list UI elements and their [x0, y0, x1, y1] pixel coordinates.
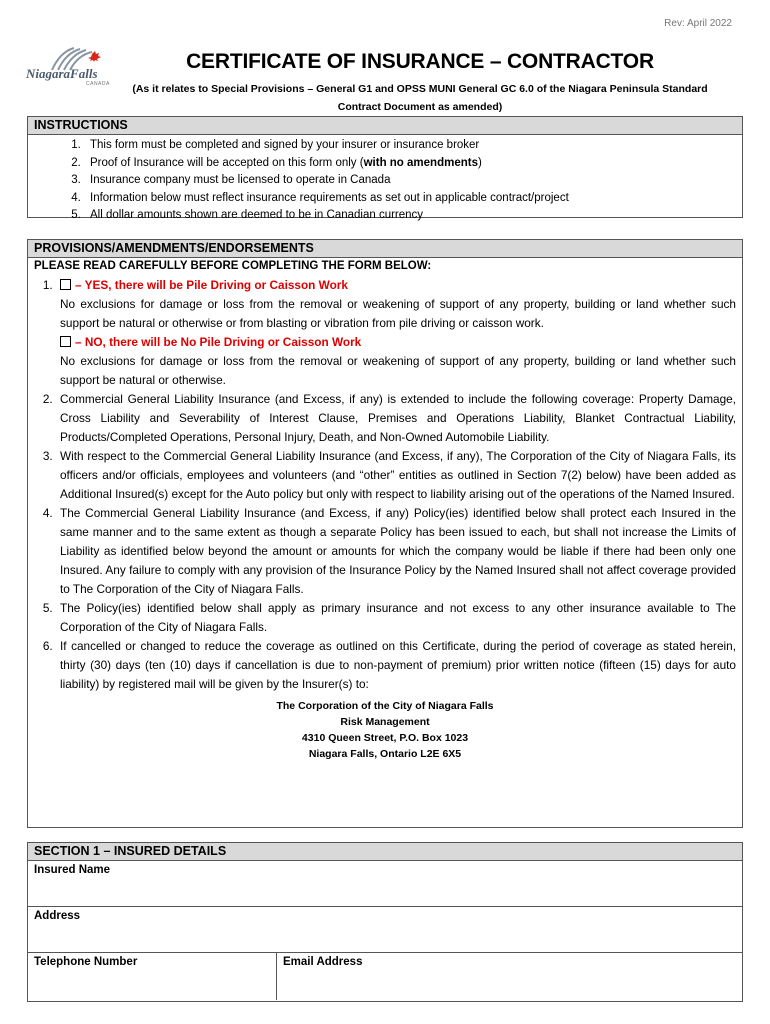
- notice-address: [28, 698, 742, 762]
- revision-date: Rev: April 2022: [664, 18, 732, 29]
- provisions-subheading: PLEASE READ CAREFULLY BEFORE COMPLETING THE FORM BELOW:: [34, 260, 432, 272]
- logo-wordmark: NiagaraFalls: [26, 66, 98, 81]
- provision-item-6: 6. If cancelled or changed to reduce the coverage as outlined on this Certificate, during the period of coverage as stated herein, thirty (30) days (ten (10) days if cancellation is due to non-payment of premium) prior written notice (fifteen (15) days for auto liability) by registered mail will be given by the Insurer(s) to:: [56, 637, 736, 694]
- instructions-box: [27, 116, 743, 221]
- insured-name-field[interactable]: [28, 861, 742, 907]
- provision-item-5: 5. The Policy(ies) identified below shall apply as primary insurance and not excess to any other insurance available to The Corporation of the City of Niagara Falls.: [56, 599, 736, 637]
- instruction-item: 2. Proof of Insurance will be accepted on this form only (with no amendments): [84, 155, 742, 173]
- section1-insured-details: [27, 842, 743, 1002]
- instruction-emphasis: with no amendments: [363, 156, 478, 169]
- logo-subtext: CANADA: [86, 81, 110, 87]
- telephone-field[interactable]: [28, 953, 277, 1000]
- address-line: Risk Management: [340, 716, 430, 728]
- provisions-box: [27, 239, 743, 828]
- telephone-label: Telephone Number: [34, 956, 138, 968]
- provisions-list: [28, 276, 742, 694]
- email-field[interactable]: [277, 953, 742, 1000]
- address-label: Address: [34, 910, 81, 922]
- page-title: CERTIFICATE OF INSURANCE – CONTRACTOR: [186, 50, 654, 73]
- provisions-heading: PROVISIONS/AMENDMENTS/ENDORSEMENTS: [28, 240, 742, 258]
- instruction-item: 1. This form must be completed and signed by your insurer or insurance broker: [84, 137, 742, 155]
- provision-item-1: [56, 276, 736, 390]
- provision-item-4: 4. The Commercial General Liability Insurance (and Excess, if any) Policy(ies) identified below shall protect each Insured in the same manner and to the same extent as though a separate Policy has been issued to each, but shall not increase the Limits of Liability as identified below beyond the amount or amounts for which the company would be liable if there had been only one Insured. Any failure to comply with any provision of the Insurance Policy by the Named Insured shall not affect coverage provided to The Corporation of the City of Niagara Falls.: [56, 504, 736, 599]
- contact-row: [28, 953, 742, 1000]
- pile-driving-no-checkbox[interactable]: [60, 336, 71, 347]
- address-field[interactable]: [28, 907, 742, 953]
- niagara-falls-logo: [26, 44, 114, 92]
- insured-name-label: Insured Name: [34, 864, 111, 876]
- instructions-list: [28, 137, 742, 225]
- pile-driving-yes-checkbox[interactable]: [60, 279, 71, 290]
- email-label: Email Address: [283, 956, 363, 968]
- pile-driving-no-text: No exclusions for damage or loss from the removal or weakening of support of any property, building or land whether such support be natural or otherwise.: [60, 354, 736, 387]
- address-line: Niagara Falls, Ontario L2E 6X5: [308, 748, 462, 760]
- page-subtitle: (As it relates to Special Provisions – General G1 and OPSS MUNI General GC 6.0 of the Niagara Peninsula Standard Contract Document as amended): [132, 83, 708, 113]
- instruction-item: 3. Insurance company must be licensed to operate in Canada: [84, 172, 742, 190]
- provision-item-2: 2. Commercial General Liability Insurance (and Excess, if any) is extended to include the following coverage: Property Damage, Cross Liability and Severability of Interest Clause, Premises and Operations Liability, Blanket Contractual Liability, Products/Completed Operations, Personal Injury, Death, and Non-Owned Automobile Liability.: [56, 390, 736, 447]
- instruction-item: 4. Information below must reflect insurance requirements as set out in applicable contract/project: [84, 190, 742, 208]
- provision-item-3: 3. With respect to the Commercial General Liability Insurance (and Excess, if any), The Corporation of the City of Niagara Falls, its officers and/or officials, employees and volunteers (and “other” entities as outlined in Section 7(2) below) have been added as Additional Insured(s) except for the Auto policy but only with respect to liability arising out of the operations of the Named Insured.: [56, 447, 736, 504]
- address-line: 4310 Queen Street, P.O. Box 1023: [301, 732, 469, 744]
- pile-driving-yes-text: No exclusions for damage or loss from the removal or weakening of support of any property, building or land whether such support be natural or otherwise or from blasting or vibration from pile driving or caisson work.: [60, 297, 736, 330]
- pile-driving-yes-option: – YES, there will be Pile Driving or Caisson Work: [60, 278, 348, 292]
- instruction-item: 5. All dollar amounts shown are deemed to be in Canadian currency: [84, 207, 742, 225]
- address-line: The Corporation of the City of Niagara Falls: [276, 700, 494, 712]
- pile-driving-no-option: – NO, there will be No Pile Driving or Caisson Work: [60, 335, 361, 349]
- instructions-heading: INSTRUCTIONS: [28, 117, 742, 135]
- section1-heading: SECTION 1 – INSURED DETAILS: [28, 843, 742, 861]
